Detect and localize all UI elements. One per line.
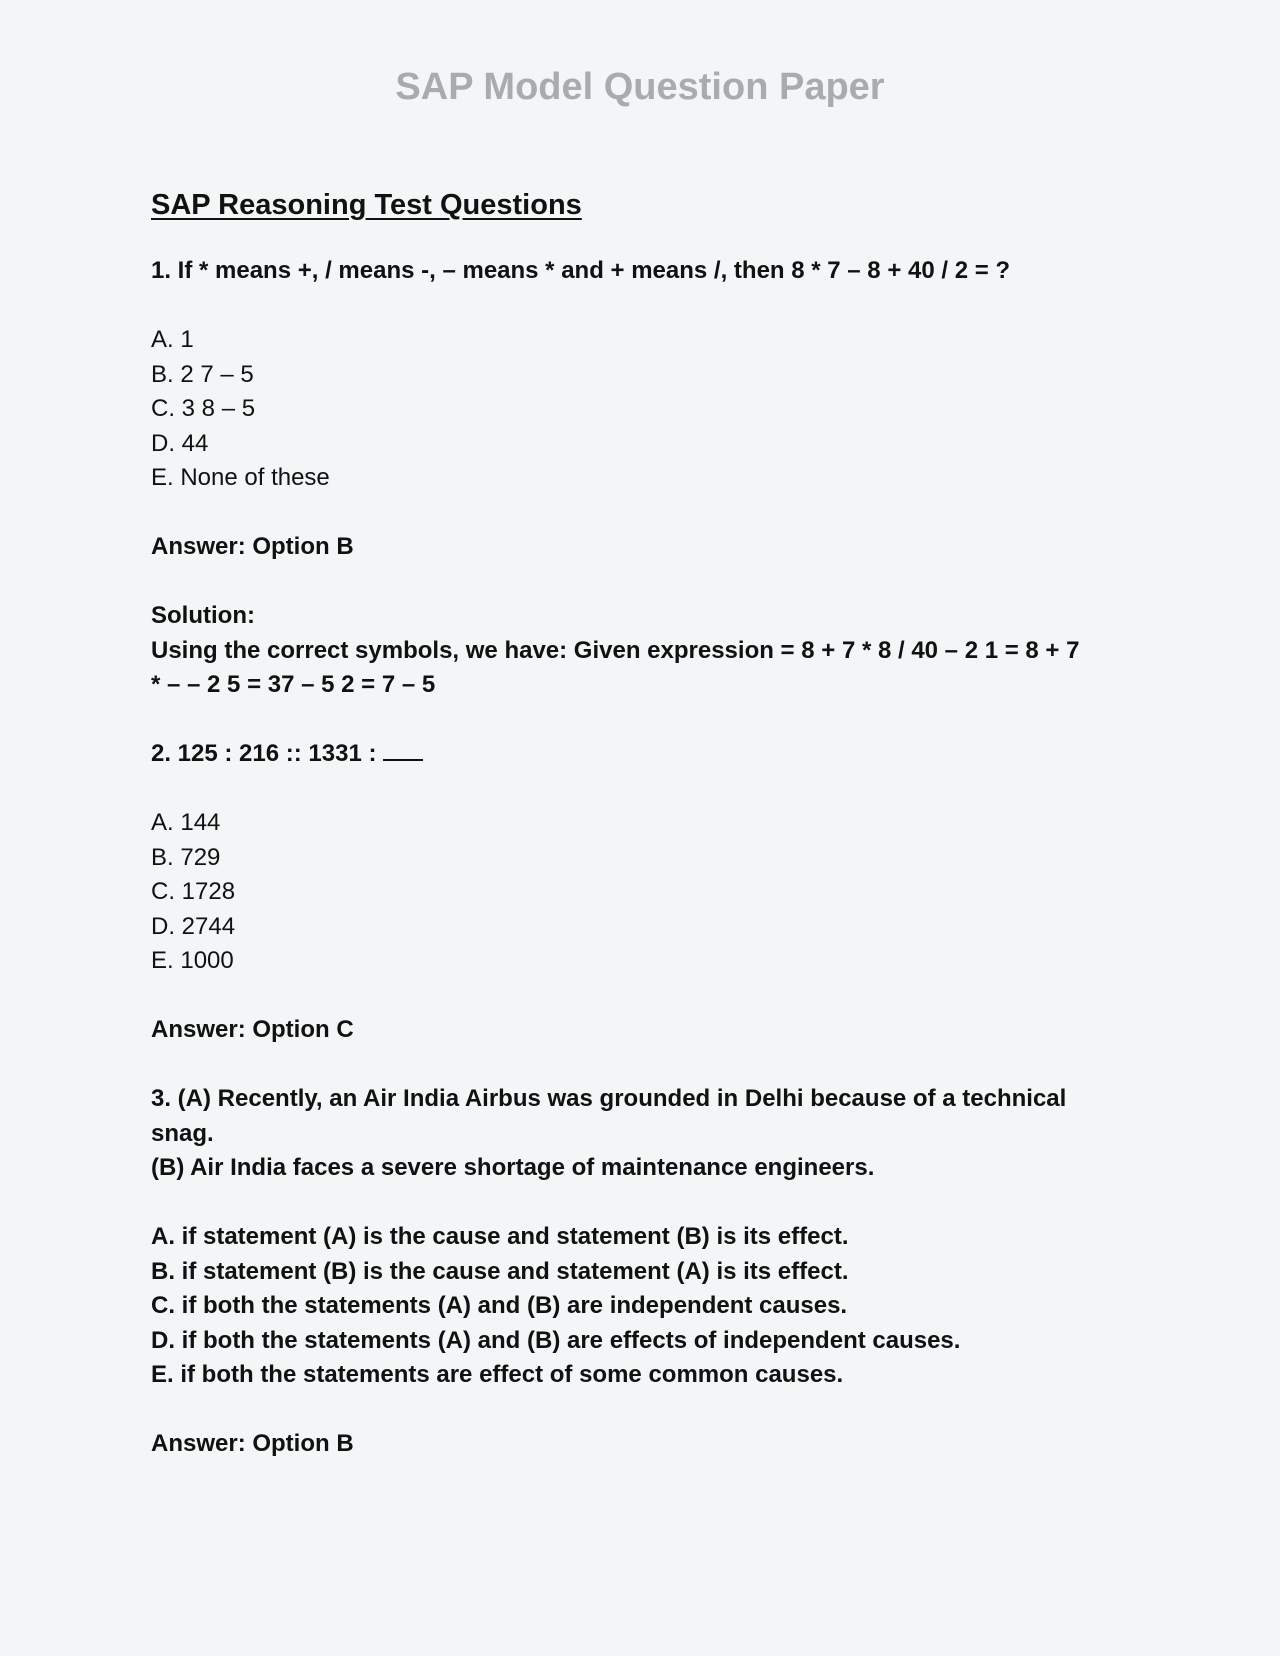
option-c: C. 3 8 – 5: [151, 395, 256, 422]
option-e: E. if both the statements are effect of some common causes.: [151, 1361, 844, 1388]
question-text: [151, 737, 1141, 772]
option-b: B. if statement (B) is the cause and statement (A) is its effect.: [151, 1257, 849, 1285]
option-e: E. 1000: [151, 947, 234, 974]
option-d: D. 44: [151, 429, 209, 457]
option-a: A. 144: [151, 809, 221, 836]
question-1: [151, 254, 1141, 703]
answer: Answer: Option B: [151, 533, 354, 560]
option-e: E. None of these: [151, 464, 330, 491]
option-a: A. 1: [151, 326, 194, 353]
document-body: [151, 185, 1141, 1462]
option-c: C. if both the statements (A) and (B) are independent causes.: [151, 1292, 848, 1319]
question-text-line-1: 3. (A) Recently, an Air India Airbus was grounded in Delhi because of a technical: [151, 1085, 1067, 1112]
question-text-content: 2. 125 : 216 :: 1331 :: [151, 740, 377, 767]
option-d: D. 2744: [151, 912, 236, 940]
question-text-line-2: snag.: [151, 1119, 214, 1147]
answer: Answer: Option B: [151, 1430, 354, 1457]
question-text-line-3: (B) Air India faces a severe shortage of maintenance engineers.: [151, 1154, 875, 1181]
answer-blank: [383, 759, 423, 761]
solution-text-line-1: Using the correct symbols, we have: Given expression = 8 + 7 * 8 / 40 – 2 1 = 8 + 7: [151, 636, 1080, 664]
option-a: A. if statement (A) is the cause and statement (B) is its effect.: [151, 1223, 849, 1250]
question-text: 1. If * means +, / means -, – means * and + means /, then 8 * 7 – 8 + 40 / 2 = ?: [151, 257, 1011, 284]
option-c: C. 1728: [151, 878, 236, 905]
section-title: SAP Reasoning Test Questions: [151, 189, 582, 221]
question-3: [151, 1082, 1141, 1462]
answer: Answer: Option C: [151, 1016, 354, 1043]
solution-text-line-2: * – – 2 5 = 37 – 5 2 = 7 – 5: [151, 671, 436, 698]
option-d: D. if both the statements (A) and (B) are effects of independent causes.: [151, 1326, 961, 1354]
question-2: [151, 737, 1141, 1048]
option-b: B. 2 7 – 5: [151, 360, 254, 388]
page-header-title: SAP Model Question Paper: [395, 66, 885, 108]
solution-label: Solution:: [151, 602, 255, 629]
option-b: B. 729: [151, 843, 221, 871]
